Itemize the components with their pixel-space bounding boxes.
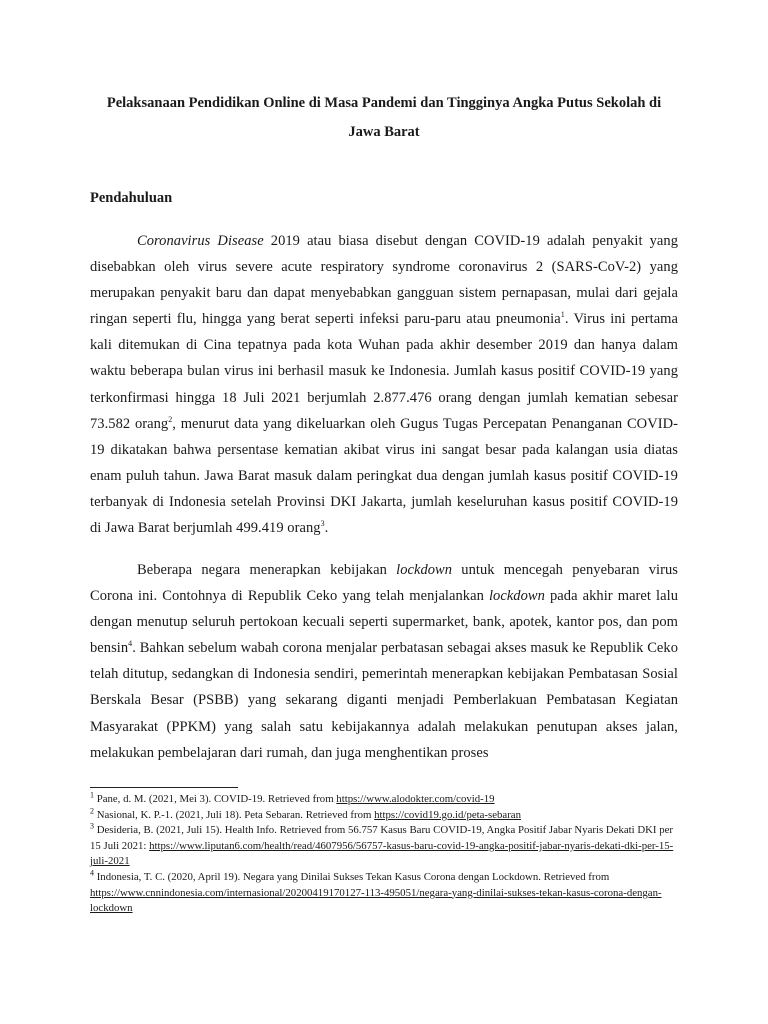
footnote-text: Pane, d. M. (2021, Mei 3). COVID-19. Retrieved from (94, 793, 337, 805)
footnote-link[interactable]: https://www.alodokter.com/covid-19 (336, 793, 495, 805)
paragraph-text: pada akhir maret lalu dengan menutup seluruh pertokoan kecuali seperti supermarket, bank, apotek, kantor pos, dan pom bensin (90, 588, 678, 657)
footnote-1 (90, 792, 678, 808)
title-line-2: Jawa Barat (348, 123, 420, 140)
footnote-link[interactable]: https://www.cnnindonesia.com/internasional/20200419170127-113-495051/negara-yang-dinilai-sukses-tekan-kasus-corona-dengan-lockdown (90, 886, 662, 915)
footnote-4 (90, 870, 678, 917)
italic-term: lockdown (488, 588, 545, 605)
footnote-number: 2 (90, 806, 94, 815)
footnote-text: Desideria, B. (2021, Juli 15). Health Info. Retrieved from 56.757 Kasus Baru COVID-19, Angka Positif Jabar Nyaris Dekati DKI per 15 Juli 2021: (90, 824, 674, 852)
italic-term: lockdown (396, 562, 453, 578)
paragraph-text: . Virus ini pertama kali ditemukan di Cina tepatnya pada kota Wuhan pada akhir desember 2019 dan hanya dalam waktu beberapa bulan virus ini berhasil masuk ke Indonesia. Jumlah kasus positif COVID-19 yang terkonfirmasi hingga 18 Juli 2021 berjumlah 2.877.476 orang dengan jumlah kematian sebesar 73.582 orang (90, 311, 678, 432)
section-heading: Pendahuluan (90, 190, 173, 206)
paragraph-1 (90, 228, 678, 541)
footnote-text: Indonesia, T. C. (2020, April 19). Negara yang Dinilai Sukses Tekan Kasus Corona dengan Lockdown. Retrieved from (94, 870, 610, 883)
paragraph-text: 2019 atau biasa disebut dengan COVID-19 adalah penyakit yang disebabkan oleh virus severe acute respiratory syndrome coronavirus 2 (SARS-CoV-2) yang merupakan penyakit baru dan dapat menyebabkan gangguan sistem pernapasan, mulai dari gejala ringan seperti flu, hingga yang berat seperti infeksi paru-paru atau pneumonia (90, 233, 678, 328)
title-line-1: Pelaksanaan Pendidikan Online di Masa Pandemi dan Tingginya Angka Putus Sekolah di (106, 95, 662, 111)
footnote-number: 3 (90, 821, 94, 831)
italic-term: Coronavirus Disease (137, 233, 264, 249)
footnotes (90, 792, 678, 917)
paragraph-text: . (324, 520, 329, 537)
paragraph-text: . Bahkan sebelum wabah corona menjalar perbatasan sebagai akses masuk ke Republik Ceko telah ditutup, sedangkan di Indonesia sendiri, pemerintah menerapkan kebijakan Pembatasan Sosial Berskala Besar (PSBB) yang sekarang diganti menjadi Pemberlakuan Pembatasan Kegiatan Masyarakat (PPKM) yang salah satu kebijakannya adalah melakukan penutupan akses jalan, melakukan pembelajaran dari rumah, dan juga menghentikan proses (90, 640, 678, 761)
footnote-ref-3[interactable]: 3 (320, 519, 325, 529)
footnote-link[interactable]: https://covid19.go.id/peta-sebaran (374, 808, 522, 821)
paragraph-text: , menurut data yang dikeluarkan oleh Gugus Tugas Percepatan Penanganan COVID-19 dikatakan bahwa persentase kematian akibat virus ini sangat besar pada kalangan usia diatas enam puluh tahun. Jawa Barat masuk dalam peringkat dua dengan jumlah kasus positif COVID-19 terbanyak di Indonesia setelah Provinsi DKI Jakarta, jumlah keseluruhan kasus positif COVID-19 di Jawa Barat berjumlah 499.419 orang (90, 415, 678, 537)
footnote-ref-4[interactable]: 4 (128, 639, 133, 649)
document-title (90, 89, 678, 146)
footnote-number: 4 (90, 868, 94, 878)
paragraph-2 (90, 557, 678, 766)
footnote-ref-1[interactable]: 1 (560, 310, 565, 320)
footnote-2 (90, 808, 678, 824)
footnote-link[interactable]: https://www.liputan6.com/health/read/4607956/56757-kasus-baru-covid-19-angka-positif-jabar-nyaris-dekati-dki-per-15-juli-2021 (90, 839, 674, 868)
footnote-text: Nasional, K. P.-1. (2021, Juli 18). Peta Sebaran. Retrieved from (94, 808, 375, 821)
footnote-number: 1 (90, 790, 94, 800)
paragraph-text: untuk mencegah penyebaran virus Corona ini. Contohnya di Republik Ceko yang telah menjalankan (90, 562, 678, 605)
paragraph-text: Beberapa negara menerapkan kebijakan (137, 562, 397, 578)
footnote-3 (90, 823, 678, 870)
footnote-divider (90, 787, 238, 788)
footnote-ref-2[interactable]: 2 (168, 414, 173, 424)
